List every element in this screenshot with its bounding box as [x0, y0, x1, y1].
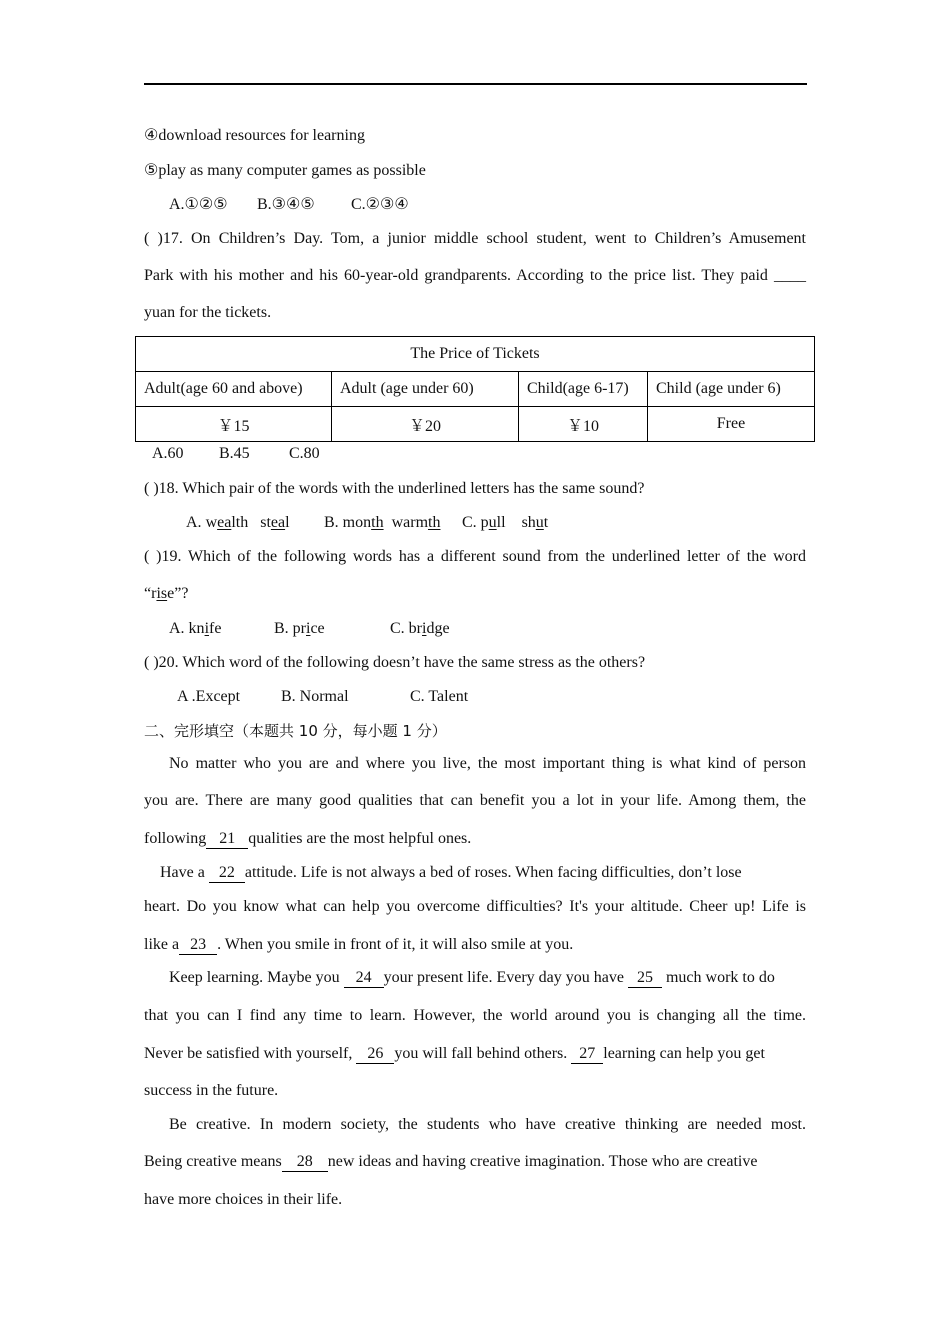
- q19-option-b: B. price: [274, 620, 325, 637]
- price-table-cell: ￥20: [332, 407, 519, 442]
- passage-p4-line-3: have more choices in their life.: [144, 1191, 343, 1208]
- q18-option-c: C. pull shut: [462, 514, 549, 531]
- q17-choice-b: B.45: [219, 445, 250, 462]
- price-table-title: The Price of Tickets: [136, 337, 815, 372]
- q16-option-4: ④download resources for learning: [144, 127, 365, 144]
- passage-p2-line-3: like a 23 . When you smile in front of it, it will also smile at you.: [144, 936, 574, 953]
- passage-p3-line-3: Never be satisfied with yourself, 26 you will fall behind others. 27 learning can help you get: [144, 1045, 765, 1062]
- blank-22[interactable]: 22: [209, 864, 245, 883]
- q20-choice-b: B. Normal: [281, 688, 349, 705]
- price-table-title-row: [136, 337, 815, 372]
- q16-choice-a: A.①②⑤: [169, 196, 228, 213]
- q17-choice-a: A.60: [152, 445, 184, 462]
- q18-option-b: B. month warmth: [324, 514, 441, 531]
- price-table: [135, 336, 815, 442]
- price-table-cell: Free: [648, 407, 815, 442]
- q18-option-a: A. wealth steal: [186, 514, 290, 531]
- passage-p2-line-2: heart. Do you know what can help you overcome difficulties? It's your altitude. Cheer up! Life is: [144, 898, 806, 915]
- q20-choice-c: C. Talent: [410, 688, 469, 705]
- q17-stem-line-2: Park with his mother and his 60-year-old grandparents. According to the price list. They paid ____: [144, 267, 806, 284]
- passage-p4-line-2: Being creative means 28 new ideas and having creative imagination. Those who are creative: [144, 1153, 758, 1170]
- q20-choice-a: A .Except: [177, 688, 241, 705]
- passage-p1-line-1: No matter who you are and where you live, the most important thing is what kind of person: [169, 755, 806, 772]
- price-table-cell: ￥10: [519, 407, 648, 442]
- q16-choice-b: B.③④⑤: [257, 196, 315, 213]
- q16-option-5: ⑤play as many computer games as possible: [144, 162, 426, 179]
- section-heading: 二、完形填空（本题共 10 分，每小题 1 分）: [144, 722, 447, 740]
- q17-choice-c: C.80: [289, 445, 320, 462]
- q17-stem-line-3: yuan for the tickets.: [144, 304, 272, 321]
- header-rule: [144, 83, 807, 85]
- q16-choice-c: C.②③④: [351, 196, 409, 213]
- passage-p3-line-1: Keep learning. Maybe you 24 your present life. Every day you have 25 much work to do: [169, 969, 775, 986]
- price-table-header: Adult (age under 60): [332, 372, 519, 407]
- blank-21[interactable]: 21: [206, 830, 248, 849]
- price-table-header: Child(age 6-17): [519, 372, 648, 407]
- price-table-cell: ￥15: [136, 407, 332, 442]
- passage-p3-line-4: success in the future.: [144, 1082, 279, 1099]
- passage-p1-line-2: you are. There are many good qualities that can benefit you a lot in your life. Among them, the: [144, 792, 806, 809]
- q19-option-a: A. knife: [169, 620, 222, 637]
- q19-stem-line-1: ( )19. Which of the following words has a different sound from the underlined letter of the word: [144, 548, 806, 565]
- passage-p4-line-1: Be creative. In modern society, the students who have creative thinking are needed most.: [169, 1116, 806, 1133]
- blank-23[interactable]: 23: [179, 936, 217, 955]
- blank-28[interactable]: 28: [282, 1153, 328, 1172]
- blank-26[interactable]: 26: [356, 1045, 394, 1064]
- price-table-header: Child (age under 6): [648, 372, 815, 407]
- q19-stem-word: “rise”?: [144, 585, 189, 602]
- passage-p2-line-1: Have a 22 attitude. Life is not always a bed of roses. When facing difficulties, don’t lose: [160, 864, 742, 881]
- blank-27[interactable]: 27: [571, 1045, 603, 1064]
- q20-stem: ( )20. Which word of the following doesn’t have the same stress as the others?: [144, 654, 646, 671]
- q17-stem-line-1: ( )17. On Children’s Day. Tom, a junior middle school student, went to Children’s Amusement: [144, 230, 806, 247]
- price-table-header: Adult(age 60 and above): [136, 372, 332, 407]
- passage-p3-line-2: that you can I find any time to learn. However, the world around you is changing all the time.: [144, 1007, 806, 1024]
- blank-24[interactable]: 24: [344, 969, 384, 988]
- price-table-header-row: [136, 372, 815, 407]
- q18-stem: ( )18. Which pair of the words with the underlined letters has the same sound?: [144, 480, 645, 497]
- passage-p1-line-3: following 21 qualities are the most helpful ones.: [144, 830, 472, 847]
- blank-25[interactable]: 25: [628, 969, 662, 988]
- q19-option-c: C. bridge: [390, 620, 450, 637]
- price-table-price-row: [136, 407, 815, 442]
